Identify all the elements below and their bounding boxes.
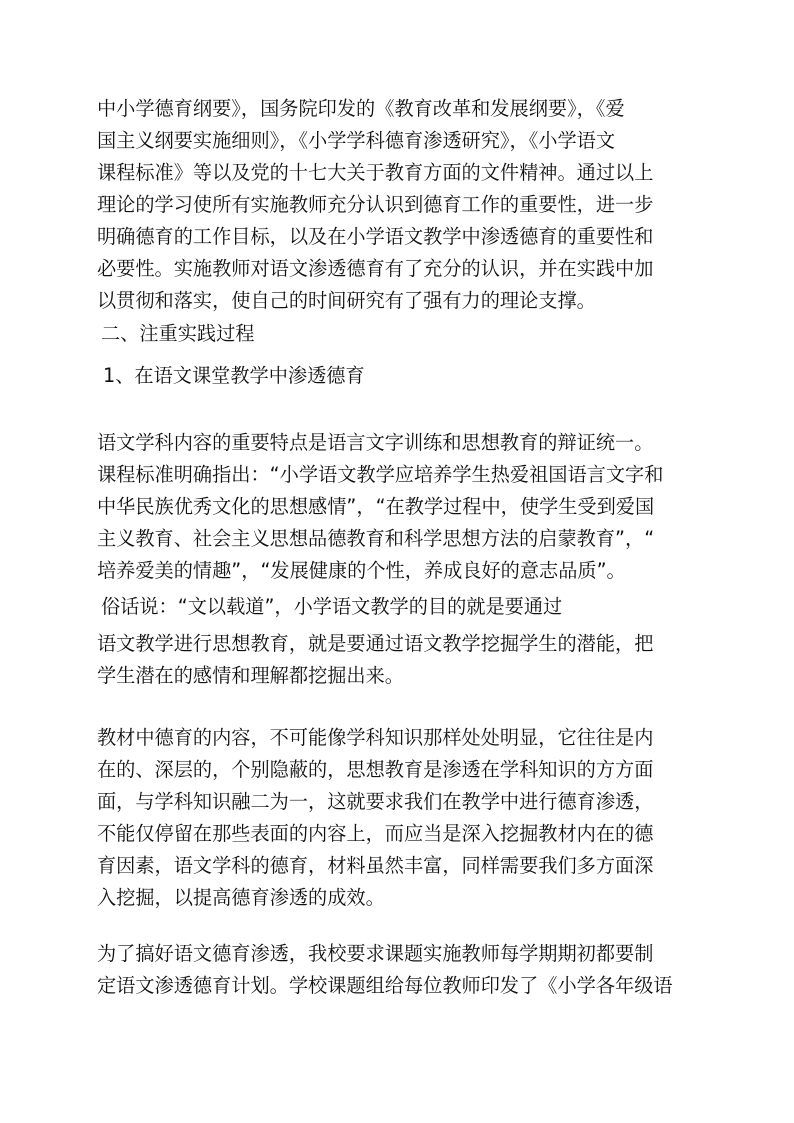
text-line: 中小学德育纲要》，国务院印发的《教育改革和发展纲要》，《爱 — [97, 97, 625, 120]
text-line: 面，与学科知识融二为一，这就要求我们在教学中进行德育渗透， — [97, 790, 654, 813]
text-line: 育因素，语文学科的德育，材料虽然丰富，同样需要我们多方面深 — [97, 854, 654, 877]
text-line: 语文学科内容的重要特点是语言文字训练和思想教育的辩证统一。 — [97, 431, 654, 454]
text-line: 培养爱美的情趣”，“发展健康的个性，养成良好的意志品质”。 — [97, 559, 626, 582]
text-line: 语文教学进行思想教育，就是要通过语文教学挖掘学生的潜能，把 — [97, 632, 654, 655]
text-line: 学生潜在的感情和理解都挖掘出来。 — [97, 664, 404, 687]
text-line: 教材中德育的内容，不可能像学科知识那样处处明显，它往往是内 — [97, 726, 654, 749]
text-line: 理论的学习使所有实施教师充分认识到德育工作的重要性，进一步 — [97, 193, 654, 216]
subsection-heading: 1、在语文课堂教学中渗透德育 — [103, 364, 365, 387]
text-line: 必要性。实施教师对语文渗透德育有了充分的认识，并在实践中加 — [97, 257, 654, 280]
text-line: 主义教育、社会主义思想品德教育和科学思想方法的启蒙教育”，“ — [97, 527, 655, 550]
text-line: 国主义纲要实施细则》，《小学学科德育渗透研究》，《小学语文 — [97, 129, 616, 152]
text-line: 明确德育的工作目标，以及在小学语文教学中渗透德育的重要性和 — [97, 225, 654, 248]
section-heading: 二、注重实践过程 — [101, 322, 255, 345]
text-line: 俗话说：“文以载道”，小学语文教学的目的就是要通过 — [101, 595, 563, 618]
text-line: 中华民族优秀文化的思想感情”，“在教学过程中，使学生受到爱国 — [97, 495, 655, 518]
text-line: 以贯彻和落实，使自己的时间研究有了强有力的理论支撑。 — [97, 289, 596, 312]
text-line: 课程标准》等以及党的十七大关于教育方面的文件精神。通过以上 — [97, 161, 654, 184]
text-line: 入挖掘，以提高德育渗透的成效。 — [97, 886, 385, 909]
text-line: 不能仅停留在那些表面的内容上，而应当是深入挖掘教材内在的德 — [97, 822, 654, 845]
text-line: 课程标准明确指出：“小学语文教学应培养学生热爱祖国语言文字和 — [97, 463, 664, 486]
text-line: 定语文渗透德育计划。学校课题组给每位教师印发了《小学各年级语 — [97, 974, 673, 997]
text-line: 为了搞好语文德育渗透，我校要求课题实施教师每学期期初都要制 — [97, 942, 654, 965]
text-line: 在的、深层的，个别隐蔽的，思想教育是渗透在学科知识的方方面 — [97, 758, 654, 781]
